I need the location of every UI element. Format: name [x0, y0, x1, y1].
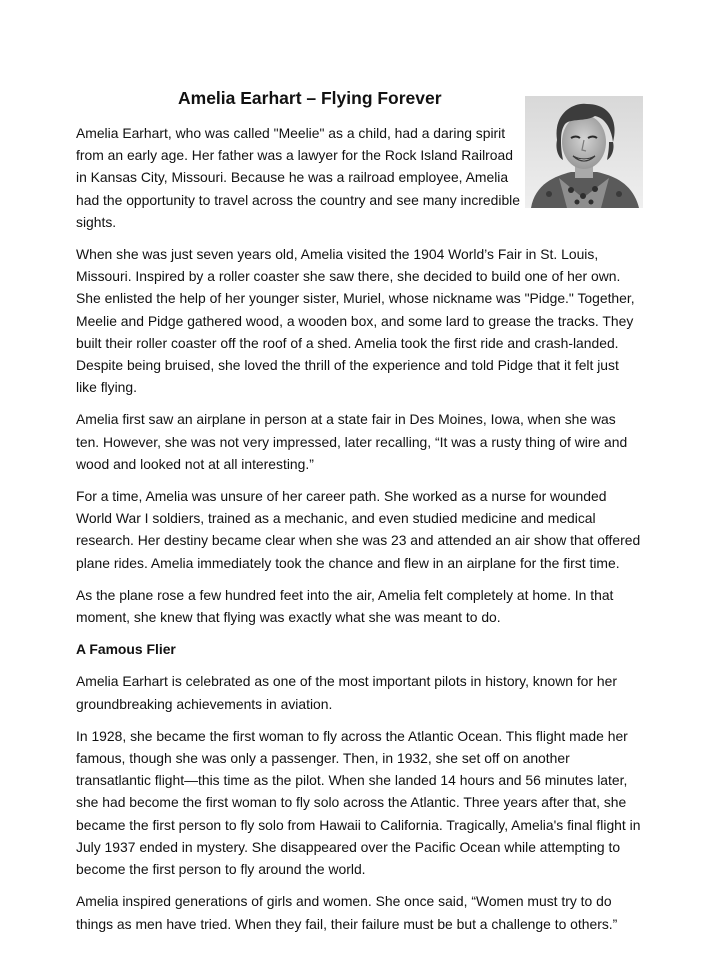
section-heading: A Famous Flier — [76, 641, 176, 658]
paragraph: When she was just seven years old, Amelia visited the 1904 World’s Fair in St. Louis, Missouri. Inspired by a roller coaster she saw there, she decided to build one of her own. She enlisted the help of her younger sister, Muriel, whose nickname was "Pidge." Together, Meelie and Pidge gathered wood, a wooden box, and some lard to grease the tracks. They built their roller coaster off the roof of a shed. Amelia took the first ride and crash-landed. Despite being bruised, she loved the thrill of the experience and told Pidge that it felt just like flying. — [76, 246, 635, 396]
page-title: Amelia Earhart – Flying Forever — [178, 88, 442, 108]
paragraph: Amelia inspired generations of girls and women. She once said, “Women must try to do things as men have tried. When they fail, their failure must be but a challenge to others.” — [76, 893, 618, 932]
article-body — [76, 122, 642, 945]
paragraph: As the plane rose a few hundred feet into the air, Amelia felt completely at home. In that moment, she knew that flying was exactly what she was meant to do. — [76, 586, 614, 626]
paragraph: Amelia Earhart is celebrated as one of the most important pilots in history, known for her groundbreaking achievements in aviation. — [76, 673, 617, 712]
paragraph: Amelia first saw an airplane in person at a state fair in Des Moines, Iowa, when she was ten. However, she was not very impressed, later recalling, “It was a rusty thing of wire and wood and looked not at all interesting.” — [76, 411, 628, 472]
paragraph: In 1928, she became the first woman to fly across the Atlantic Ocean. This flight made her famous, though she was only a passenger. Then, in 1932, she set off on another transatlantic flight—this time as the pilot. When she landed 14 hours and 56 minutes later, she had become the first woman to fly solo across the Atlantic. Three years after that, she became the first person to fly solo from Hawaii to California. Tragically, Amelia's final flight in July 1937 ended in mystery. She disappeared over the Pacific Ocean while attempting to become the first person to fly around the world. — [76, 727, 641, 878]
paragraph: For a time, Amelia was unsure of her career path. She worked as a nurse for wounded World War I soldiers, trained as a mechanic, and even studied medicine and medical research. Her destiny became clear when she was 23 and attended an air show that offered plane rides. Amelia immediately took the chance and flew in an airplane for the first time. — [76, 488, 641, 571]
paragraph: Amelia Earhart, who was called "Meelie" as a child, had a daring spirit from an early age. Her father was a lawyer for the Rock Island Railroad in Kansas City, Missouri. Because he was a railroad employee, Amelia had the opportunity to travel across the country and see many incredible sights. — [76, 125, 520, 230]
